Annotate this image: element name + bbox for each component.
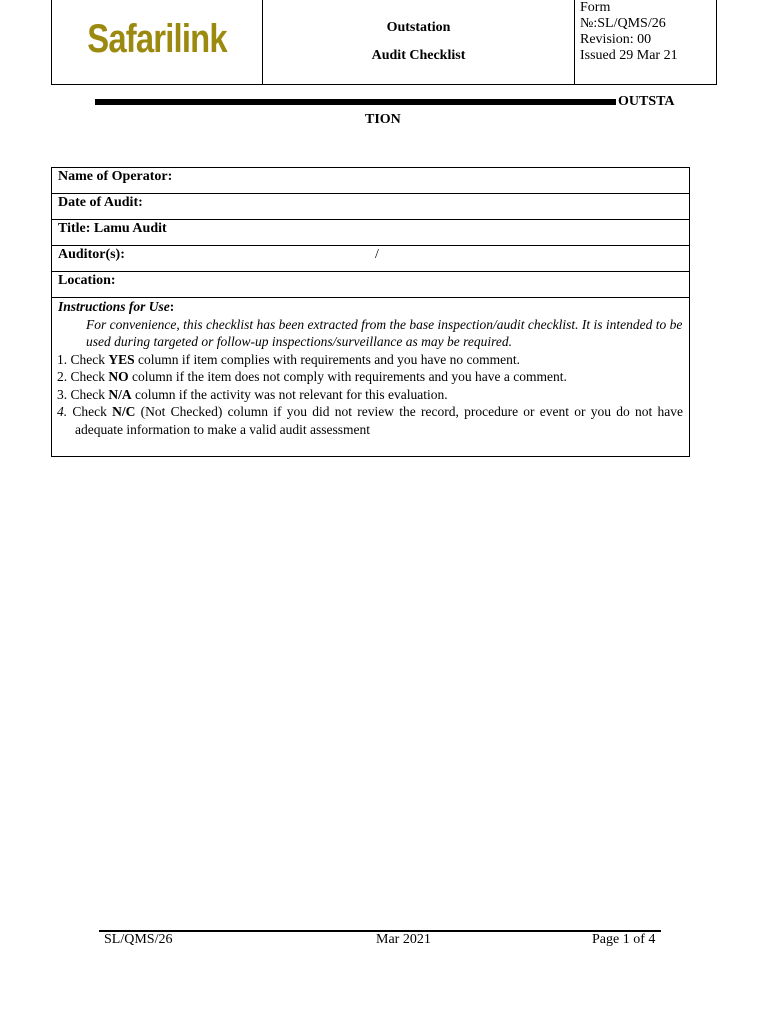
document-header: [51, 0, 717, 85]
safarilink-logo: Safarilink: [87, 16, 227, 61]
instructions-heading: Instructions for Use:: [58, 299, 175, 314]
instruction-item: 1. Check YES column if item complies with requirements and you have no comment.: [57, 351, 521, 367]
audit-info-table: [51, 167, 690, 457]
header-tail-2: TION: [365, 112, 401, 127]
date-label: Date of Audit:: [58, 195, 143, 210]
auditors-row: [52, 246, 689, 272]
instructions-note: For convenience, this checklist has been extracted from the base inspection/audit checklist. It is intended to be used during targeted or follow-up inspections/surveillance as may be required.: [86, 316, 683, 349]
instructions-block: [52, 298, 689, 456]
header-title-cell: [263, 0, 575, 84]
issued-date: Issued 29 Mar 21: [580, 48, 678, 63]
date-row: [52, 194, 689, 220]
revision: Revision: 00: [580, 32, 652, 47]
form-number: №:SL/QMS/26: [580, 16, 666, 31]
footer-date: Mar 2021: [376, 932, 431, 947]
footer-page-number: Page 1 of 4: [592, 932, 656, 947]
header-title-line1: Outstation: [386, 20, 451, 35]
footer-form: SL/QMS/26: [104, 932, 173, 947]
auditors-label: Auditor(s):: [58, 247, 125, 262]
instruction-item: 4. Check N/C (Not Checked) column if you did not review the record, procedure or event or you do not have adequate information to make a valid audit assessment: [57, 404, 683, 437]
form-label: Form: [580, 0, 611, 15]
location-label: Location:: [58, 273, 116, 288]
location-row: [52, 272, 689, 298]
header-title-line2: Audit Checklist: [371, 48, 466, 63]
logo-cell: [52, 0, 263, 84]
form-info-cell: [575, 0, 716, 84]
operator-row: [52, 168, 689, 194]
operator-label: Name of Operator:: [58, 169, 173, 184]
instruction-item: 2. Check NO column if the item does not comply with requirements and you have a comment.: [57, 369, 567, 384]
header-tail-1: OUTSTA: [618, 94, 675, 109]
auditors-slash: /: [375, 247, 379, 262]
header-rule: [95, 99, 616, 105]
title-row: [52, 220, 689, 246]
instruction-item: 3. Check N/A column if the activity was not relevant for this evaluation.: [57, 386, 448, 402]
title-label: Title: Lamu Audit: [58, 221, 167, 236]
